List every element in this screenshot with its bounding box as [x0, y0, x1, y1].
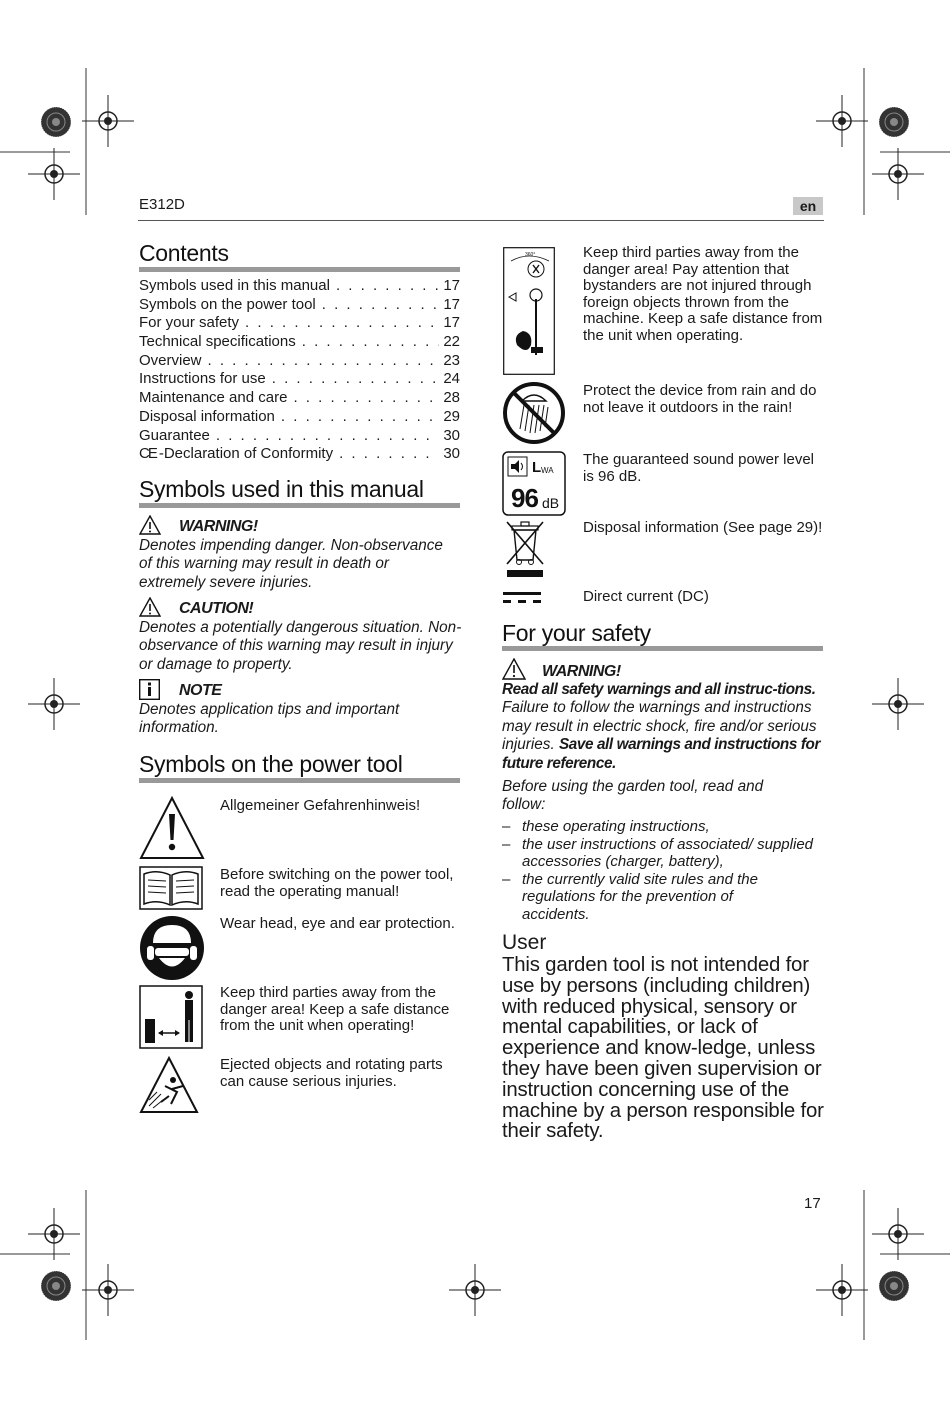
toc-label: Instructions for use	[139, 370, 266, 388]
header-rule	[138, 220, 824, 221]
safety-warning-text: Failure to follow the warnings and instructions may result in electric shock, fire and/or serious injuries.	[502, 699, 817, 754]
model-number: E312D	[139, 196, 185, 213]
direct-current-icon	[503, 591, 541, 605]
toc-entry[interactable]	[139, 370, 460, 389]
symbol-text: Allgemeiner Gefahrenhinweis!	[220, 797, 421, 814]
ejected-objects-icon	[139, 1056, 199, 1114]
keep-distance-icon	[139, 985, 203, 1049]
before-use-list	[502, 818, 827, 924]
table-of-contents	[139, 277, 460, 464]
symbols-tool-title: Symbols on the power tool	[139, 751, 403, 777]
trimmer-danger-area-icon	[503, 247, 555, 375]
safety-title-bar	[502, 646, 823, 651]
caution-triangle-icon	[139, 597, 161, 617]
head-eye-ear-protection-icon	[139, 915, 205, 981]
symbol-text: Before switching on the power tool, read the operating manual!	[220, 866, 454, 900]
symbol-text: Direct current (DC)	[583, 588, 709, 605]
info-note-icon	[139, 679, 160, 700]
symbol-text: The guaranteed sound power level is 96 dB.	[583, 451, 814, 485]
toc-page: 24	[443, 370, 460, 388]
caution-description: Denotes a potentially dangerous situation. Non-observance of this warning may result in injury or damage to property.	[139, 619, 462, 673]
list-item: – the currently valid site rules and the regulations for the prevention of accidents.	[502, 871, 767, 924]
sound-level-unit: dB	[542, 495, 560, 511]
toc-label: Maintenance and care	[139, 389, 288, 407]
safety-title: For your safety	[502, 620, 651, 646]
toc-entry[interactable]	[139, 389, 460, 408]
lwa-subscript: WA	[541, 466, 554, 475]
toc-entry[interactable]	[139, 314, 460, 333]
toc-page: 17	[443, 277, 460, 294]
warning-triangle-icon	[502, 658, 526, 680]
toc-page: 17	[443, 314, 460, 332]
before-use-text: Before using the garden tool, read and follow:	[502, 778, 764, 814]
note-label: NOTE	[179, 682, 222, 699]
sound-level-value: 96	[511, 483, 538, 513]
symbol-text: Wear head, eye and ear protection.	[220, 915, 455, 932]
toc-label: Guarantee	[139, 426, 210, 444]
toc-label: Symbols on the power tool	[139, 295, 316, 313]
toc-entry[interactable]	[139, 408, 460, 427]
user-heading: User	[502, 931, 547, 954]
warning-triangle-icon	[139, 515, 161, 535]
safety-warning-bold-1: Read all safety warnings and all instruc-tions.	[502, 681, 816, 698]
warning-label: WARNING!	[179, 518, 258, 535]
toc-page: 29	[443, 407, 460, 425]
symbol-text: Protect the device from rain and do not leave it outdoors in the rain!	[583, 382, 817, 416]
contents-title: Contents	[139, 240, 229, 266]
symbols-manual-title: Symbols used in this manual	[139, 476, 424, 502]
toc-label: Overview	[139, 351, 202, 369]
list-item: – these operating instructions,	[502, 818, 827, 836]
danger-area-label: 360°	[525, 252, 536, 258]
toc-label: For your safety	[139, 314, 240, 332]
toc-entry[interactable]	[139, 277, 460, 296]
language-badge: en	[793, 197, 823, 215]
no-rain-icon	[502, 381, 566, 445]
toc-label: -Declaration of Conformity	[158, 445, 334, 463]
ce-mark-icon: CE	[139, 445, 156, 463]
safety-warning-paragraph	[502, 681, 827, 773]
toc-page: 28	[443, 389, 460, 407]
symbol-text: Keep third parties away from the danger area! Pay attention that bystanders are not injured through foreign objects thrown from the machine. Keep a safe distance from the unit when operating.	[583, 244, 823, 344]
symbol-text: Disposal information (See page 29)!	[583, 519, 823, 536]
symbol-text: Keep third parties away from the danger area! Keep a safe distance from the unit when operating!	[220, 984, 450, 1035]
toc-label: Technical specifications	[139, 333, 296, 351]
caution-label: CAUTION!	[179, 600, 254, 617]
list-item: – the user instructions of associated/ supplied accessories (charger, battery),	[502, 836, 827, 871]
toc-entry[interactable]	[139, 427, 460, 446]
lwa-symbol: L	[532, 459, 542, 476]
read-manual-icon	[139, 866, 203, 910]
safety-warning-bold-2: Save all warnings and instructions for future reference.	[502, 736, 821, 772]
contents-title-bar	[139, 267, 460, 272]
toc-entry[interactable]	[139, 333, 460, 352]
toc-page: 17	[443, 295, 460, 313]
warning-description: Denotes impending danger. Non-observance of this warning may result in death or extremely severe injuries.	[139, 537, 443, 591]
symbols-tool-title-bar	[139, 778, 460, 783]
user-paragraph: This garden tool is not intended for use by persons (including children) with reduced physical, sensory or mental capabilities, or lack of experience and know-ledge, unless they have been given supervision or instruction concerning use of the machine by a person responsible for their safety.	[502, 954, 824, 1143]
toc-page: 30	[443, 445, 460, 463]
note-description: Denotes application tips and important information.	[139, 701, 400, 737]
symbol-text: Ejected objects and rotating parts can cause serious injuries.	[220, 1056, 443, 1090]
page-number: 17	[804, 1195, 821, 1212]
sound-power-icon	[502, 451, 566, 516]
toc-entry[interactable]	[139, 352, 460, 371]
toc-entry[interactable]	[139, 445, 460, 464]
toc-label: Disposal information	[139, 407, 275, 425]
symbols-manual-title-bar	[139, 503, 460, 508]
safety-warning-label: WARNING!	[542, 663, 621, 680]
toc-page: 30	[443, 426, 460, 444]
toc-entry[interactable]	[139, 296, 460, 315]
toc-page: 23	[443, 351, 460, 369]
toc-label: Symbols used in this manual	[139, 277, 330, 294]
general-hazard-icon	[139, 796, 205, 860]
disposal-bin-icon	[505, 520, 545, 580]
toc-page: 22	[443, 333, 460, 351]
